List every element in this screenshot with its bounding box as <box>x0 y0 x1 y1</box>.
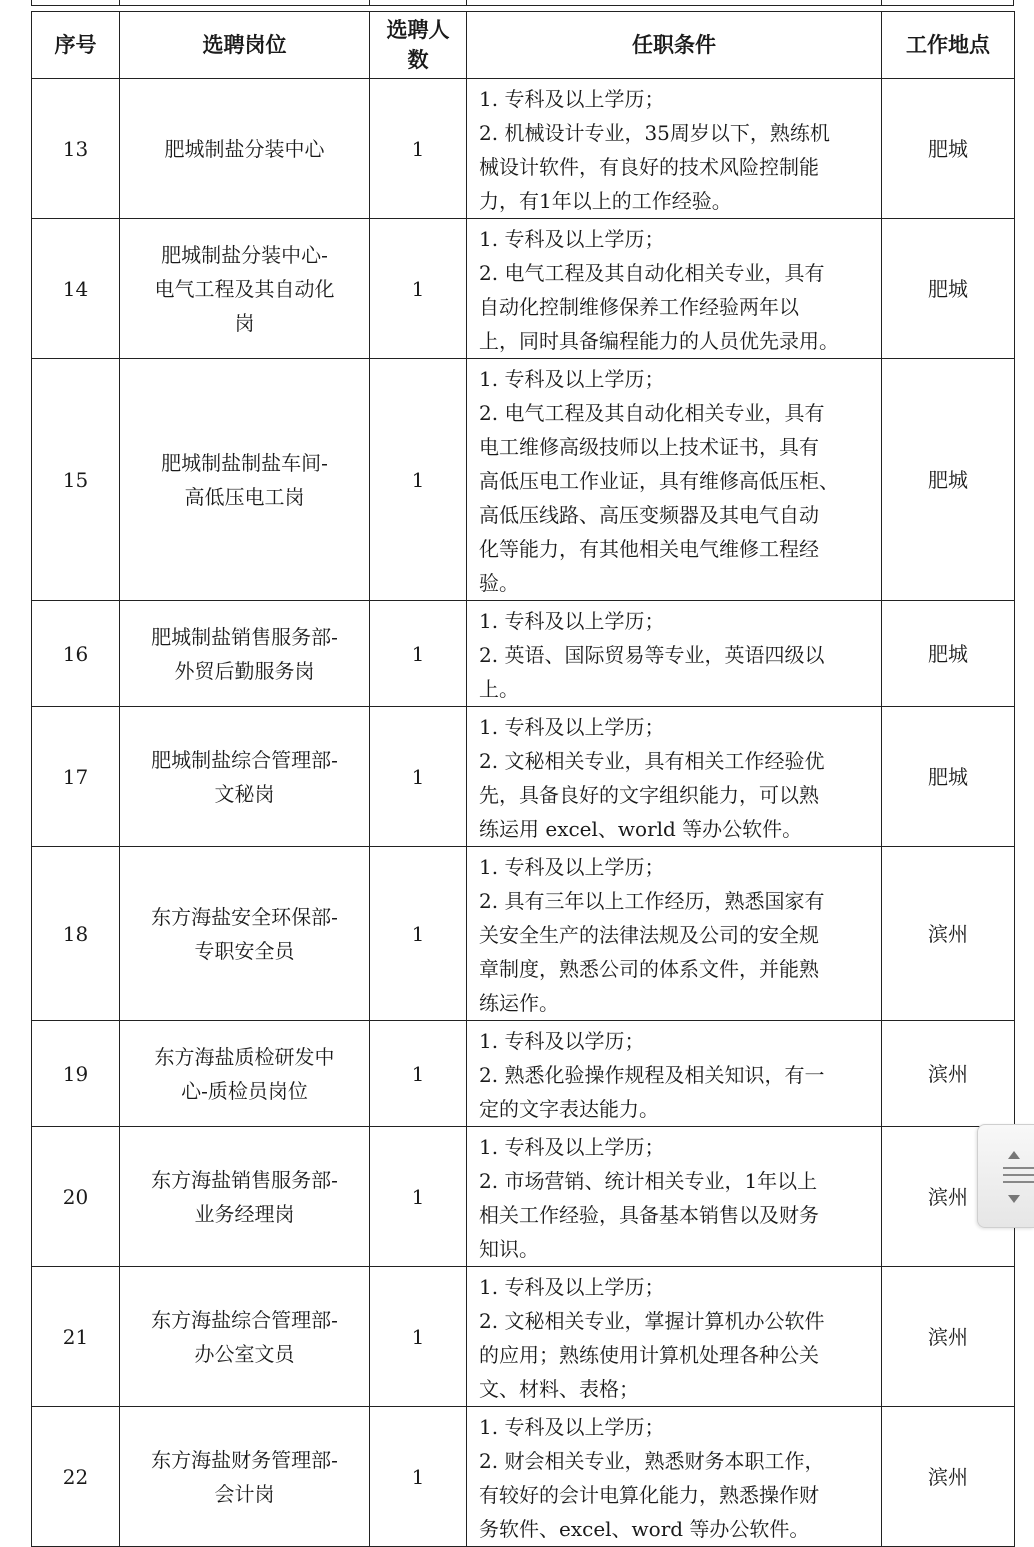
condition-line: 知识。 <box>479 1237 539 1261</box>
table-row <box>32 601 1015 707</box>
condition-line: 2. 电气工程及其自动化相关专业，具有 <box>479 261 825 285</box>
row-position <box>120 359 370 601</box>
row-count: 1 <box>370 1407 467 1547</box>
header-count: 选聘人数 <box>370 12 467 79</box>
row-location: 肥城 <box>882 359 1015 601</box>
row-index: 21 <box>32 1267 120 1407</box>
row-location: 滨州 <box>882 1127 1015 1267</box>
scroll-down-icon[interactable] <box>1008 1195 1020 1203</box>
condition-line: 关安全生产的法律法规及公司的安全规 <box>479 923 819 947</box>
position-line: 心-质检员岗位 <box>181 1078 308 1103</box>
row-index: 18 <box>32 847 120 1021</box>
header-position: 选聘岗位 <box>120 12 370 79</box>
header-location: 工作地点 <box>882 12 1015 79</box>
table-row <box>32 219 1015 359</box>
row-count: 1 <box>370 847 467 1021</box>
row-location: 肥城 <box>882 707 1015 847</box>
condition-line: 1. 专科及以上学历； <box>479 1275 665 1299</box>
condition-line: 1. 专科及以上学历； <box>479 367 665 391</box>
table-row <box>32 1407 1015 1547</box>
condition-line: 相关工作经验，具备基本销售以及财务 <box>479 1203 819 1227</box>
condition-line: 章制度，熟悉公司的体系文件，并能熟 <box>479 957 819 981</box>
row-count: 1 <box>370 707 467 847</box>
condition-line: 1. 专科及以上学历； <box>479 1135 665 1159</box>
header-index: 序号 <box>32 12 120 79</box>
row-location: 肥城 <box>882 601 1015 707</box>
row-location: 肥城 <box>882 79 1015 219</box>
row-count: 1 <box>370 601 467 707</box>
scroll-up-icon[interactable] <box>1008 1151 1020 1159</box>
position-line: 肥城制盐销售服务部- <box>151 624 338 649</box>
row-conditions <box>467 1127 882 1267</box>
row-conditions <box>467 707 882 847</box>
position-line: 会计岗 <box>214 1481 275 1506</box>
row-conditions <box>467 1267 882 1407</box>
row-count: 1 <box>370 219 467 359</box>
row-count: 1 <box>370 1021 467 1127</box>
condition-line: 2. 熟悉化验操作规程及相关知识，有一 <box>479 1063 825 1087</box>
row-location: 滨州 <box>882 1021 1015 1127</box>
condition-line: 上。 <box>479 677 519 701</box>
row-conditions <box>467 601 882 707</box>
position-line: 东方海盐销售服务部- <box>151 1167 338 1192</box>
condition-line: 练运作。 <box>479 991 559 1015</box>
row-conditions <box>467 79 882 219</box>
row-count: 1 <box>370 359 467 601</box>
table-row <box>32 359 1015 601</box>
position-line: 东方海盐财务管理部- <box>151 1447 338 1472</box>
position-line: 外贸后勤服务岗 <box>174 658 315 683</box>
table-row <box>32 847 1015 1021</box>
condition-line: 2. 文秘相关专业，具有相关工作经验优 <box>479 749 825 773</box>
condition-line: 1. 专科及以上学历； <box>479 227 665 251</box>
condition-line: 高低压电工作业证，具有维修高低压柜、 <box>479 469 839 493</box>
position-line: 肥城制盐分装中心 <box>164 136 325 161</box>
condition-line: 验。 <box>479 571 519 595</box>
row-position <box>120 1267 370 1407</box>
condition-line: 自动化控制维修保养工作经验两年以 <box>479 295 799 319</box>
row-conditions <box>467 219 882 359</box>
row-count: 1 <box>370 1267 467 1407</box>
condition-line: 电工维修高级技师以上技术证书，具有 <box>479 435 819 459</box>
position-line: 肥城制盐分装中心- <box>161 242 328 267</box>
condition-line: 1. 专科及以上学历； <box>479 855 665 879</box>
row-location: 肥城 <box>882 219 1015 359</box>
condition-line: 2. 财会相关专业，熟悉财务本职工作， <box>479 1449 825 1473</box>
row-position <box>120 1407 370 1547</box>
row-index: 16 <box>32 601 120 707</box>
condition-line: 1. 专科及以上学历； <box>479 715 665 739</box>
row-index: 20 <box>32 1127 120 1267</box>
condition-line: 2. 电气工程及其自动化相关专业，具有 <box>479 401 825 425</box>
table-row <box>32 1127 1015 1267</box>
condition-line: 文、材料、表格； <box>479 1377 639 1401</box>
row-position <box>120 1021 370 1127</box>
condition-line: 务软件、excel、word 等办公软件。 <box>479 1517 810 1541</box>
row-index: 17 <box>32 707 120 847</box>
position-line: 高低压电工岗 <box>184 484 305 509</box>
row-count: 1 <box>370 1127 467 1267</box>
row-index: 22 <box>32 1407 120 1547</box>
condition-line: 定的文字表达能力。 <box>479 1097 659 1121</box>
row-conditions <box>467 359 882 601</box>
row-position <box>120 601 370 707</box>
position-line: 电气工程及其自动化 <box>154 276 335 301</box>
table-row <box>32 1267 1015 1407</box>
position-line: 肥城制盐制盐车间- <box>161 450 328 475</box>
row-position <box>120 219 370 359</box>
position-line: 东方海盐质检研发中 <box>154 1044 335 1069</box>
condition-line: 2. 文秘相关专业，掌握计算机办公软件 <box>479 1309 825 1333</box>
condition-line: 2. 机械设计专业，35周岁以下，熟练机 <box>479 121 830 145</box>
row-index: 13 <box>32 79 120 219</box>
condition-line: 练运用 excel、world 等办公软件。 <box>479 817 803 841</box>
position-line: 肥城制盐综合管理部- <box>151 747 338 772</box>
condition-line: 上，同时具备编程能力的人员优先录用。 <box>479 329 839 353</box>
row-conditions <box>467 1021 882 1127</box>
condition-line: 2. 英语、国际贸易等专业，英语四级以 <box>479 643 825 667</box>
menu-lines-icon <box>1003 1167 1034 1188</box>
row-count: 1 <box>370 79 467 219</box>
row-location: 滨州 <box>882 1267 1015 1407</box>
condition-line: 械设计软件，有良好的技术风险控制能 <box>479 155 819 179</box>
row-index: 15 <box>32 359 120 601</box>
row-location: 滨州 <box>882 1407 1015 1547</box>
row-index: 19 <box>32 1021 120 1127</box>
position-line: 东方海盐综合管理部- <box>151 1307 338 1332</box>
row-position <box>120 707 370 847</box>
condition-line: 有较好的会计电算化能力，熟悉操作财 <box>479 1483 819 1507</box>
condition-line: 1. 专科及以上学历； <box>479 1415 665 1439</box>
row-conditions <box>467 1407 882 1547</box>
position-line: 专职安全员 <box>194 938 295 963</box>
table-row <box>32 79 1015 219</box>
row-conditions <box>467 847 882 1021</box>
row-index: 14 <box>32 219 120 359</box>
header-conditions: 任职条件 <box>467 12 882 79</box>
condition-line: 的应用；熟练使用计算机处理各种公关 <box>479 1343 819 1367</box>
condition-line: 2. 具有三年以上工作经历，熟悉国家有 <box>479 889 825 913</box>
recruitment-table <box>31 11 1015 1547</box>
position-line: 业务经理岗 <box>194 1201 295 1226</box>
condition-line: 1. 专科及以上学历； <box>479 609 665 633</box>
condition-line: 1. 专科及以上学历； <box>479 87 665 111</box>
previous-page-table-edge <box>31 0 1014 6</box>
condition-line: 化等能力，有其他相关电气维修工程经 <box>479 537 819 561</box>
position-line: 办公室文员 <box>194 1341 295 1366</box>
row-position <box>120 847 370 1021</box>
position-line: 文秘岗 <box>214 781 275 806</box>
condition-line: 高低压线路、高压变频器及其电气自动 <box>479 503 819 527</box>
condition-line: 1. 专科及以学历； <box>479 1029 645 1053</box>
condition-line: 力，有1年以上的工作经验。 <box>479 189 732 213</box>
scroll-control[interactable] <box>977 1124 1034 1228</box>
position-line: 东方海盐安全环保部- <box>151 904 338 929</box>
table-header-row <box>32 12 1015 79</box>
condition-line: 2. 市场营销、统计相关专业，1年以上 <box>479 1169 818 1193</box>
table-row <box>32 1021 1015 1127</box>
position-line: 岗 <box>234 310 255 335</box>
row-position <box>120 79 370 219</box>
table-row <box>32 707 1015 847</box>
condition-line: 先，具备良好的文字组织能力，可以熟 <box>479 783 819 807</box>
row-location: 滨州 <box>882 847 1015 1021</box>
row-position <box>120 1127 370 1267</box>
